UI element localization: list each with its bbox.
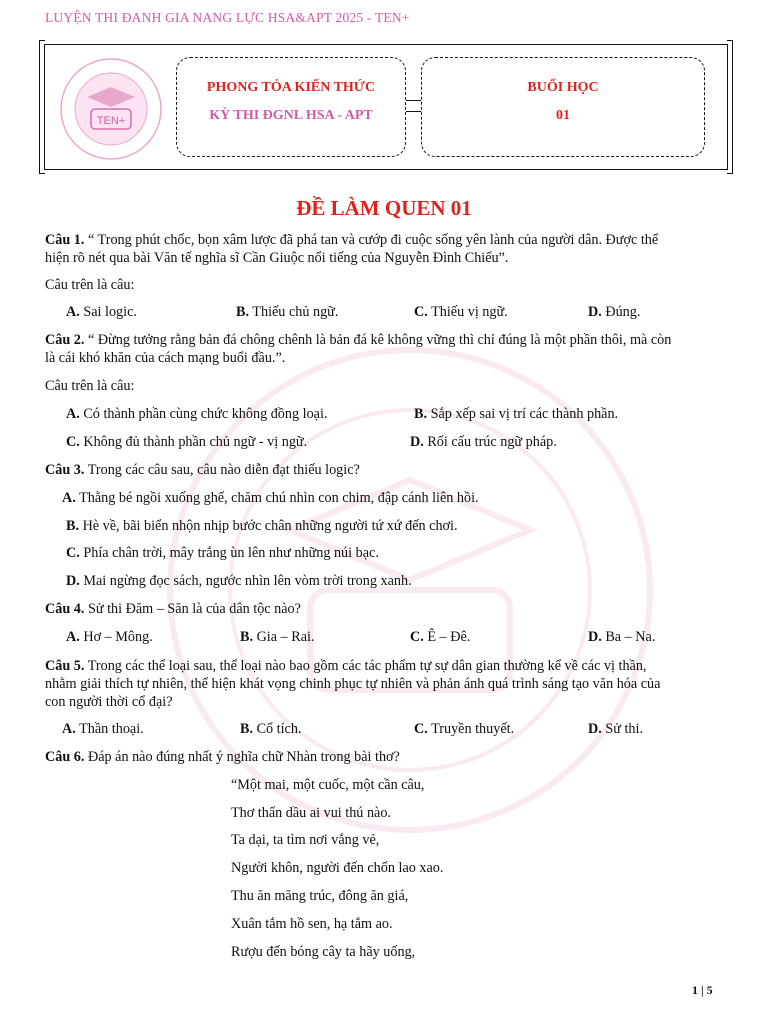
question-5 [45,658,646,675]
poem-line: “Một mai, một cuốc, một cần câu, [231,777,425,793]
question-6-line1: Đáp án nào đúng nhất ý nghĩa chữ Nhàn trong bài thơ? [84,749,400,765]
poem-line: Ta dại, ta tìm nơi vắng vẻ, [231,832,380,848]
q4-option-c: C. Ê – Đê. [410,629,471,645]
page-number: 1 | 5 [692,983,713,997]
logo-text: TEN+ [96,115,126,127]
question-6-label: Câu 6. [45,749,85,765]
question-4-label: Câu 4. [45,601,85,617]
banner-left-line1: PHONG TỎA KIẾN THỨC [206,80,376,95]
poem-line: Người khôn, người đến chốn lao xao. [231,860,444,876]
question-6 [45,749,400,766]
question-1-line1: “ Trong phút chốc, bọn xâm lược đã phá tan và cướp đi cuộc sống yên lành của người dân. Được thể [84,232,659,248]
question-2-line2: là cái khó khăn của cách mạng buổi đầu.”. [45,350,286,366]
question-2 [45,332,671,349]
question-5-line3: con người thời cổ đại? [45,694,173,710]
q2-option-d: D. Rối cấu trúc ngữ pháp. [410,434,557,450]
question-1-prompt: Câu trên là câu: [45,277,135,293]
q2-option-a: A. Có thành phần cùng chức không đồng loại. [66,406,328,422]
q5-option-d: D. Sử thi. [588,721,643,737]
document-title: ĐỀ LÀM QUEN 01 [296,196,472,220]
q3-option-b: B. Hè về, bãi biển nhộn nhịp bước chân những người tứ xứ đến chơi. [66,518,458,534]
q3-option-c: C. Phía chân trời, mây trắng ùn lên như những núi bạc. [66,545,379,561]
question-4-line1: Sử thi Đăm – Săn là của dân tộc nào? [84,601,301,617]
question-1-line2: hiện rõ nét qua bài Văn tế nghĩa sĩ Cần Giuộc nổi tiếng của Nguyễn Đình Chiểu”. [45,250,509,266]
banner-left-box [176,57,406,157]
q5-option-a: A. Thần thoại. [62,721,144,737]
question-1 [45,232,658,249]
q5-option-b: B. Cổ tích. [240,721,302,737]
banner-right-line1: BUỔI HỌC [527,80,599,95]
q1-option-d: D. Đúng. [588,304,641,320]
q4-option-d: D. Ba – Na. [588,629,656,645]
q1-option-a: A. Sai logic. [66,304,137,320]
question-2-line1: “ Đừng tưởng rằng bản đá chông chênh là bản đá kê không vững thì chỉ đúng là một phần thôi, mà còn [84,332,672,348]
question-4 [45,601,301,618]
header-banner [44,44,728,170]
banner-connector [406,100,421,112]
q2-option-b: B. Sắp xếp sai vị trí các thành phần. [414,406,619,422]
question-2-label: Câu 2. [45,332,85,348]
question-3-label: Câu 3. [45,462,85,478]
q4-option-a: A. Hơ – Mông. [66,629,153,645]
q1-option-c: C. Thiếu vị ngữ. [414,304,508,320]
poem-line: Xuân tắm hồ sen, hạ tắm ao. [231,916,393,932]
question-5-label: Câu 5. [45,658,85,674]
poem-line: Thơ thẩn dầu ai vui thú nào. [231,805,391,821]
q4-option-b: B. Gia – Rai. [240,629,315,645]
question-3-line1: Trong các câu sau, câu nào diễn đạt thiếu logic? [84,462,360,478]
banner-left-line2: KỲ THI ĐGNL HSA - APT [209,108,373,123]
poem-line: Thu ăn măng trúc, đông ăn giá, [231,888,409,904]
q1-option-b: B. Thiếu chủ ngữ. [236,304,339,320]
q5-option-c: C. Truyền thuyết. [414,721,515,737]
question-3 [45,462,360,479]
banner-right-box [421,57,705,157]
question-5-line2: nhằm giải thích tự nhiên, thể hiện khát vọng chinh phục tự nhiên và phản ánh quá trình sáng tạo văn hóa của [45,676,661,692]
top-header: LUYỆN THI ĐANH GIA NANG LỰC HSA&APT 2025 - TEN+ [45,10,410,25]
question-1-label: Câu 1. [45,232,85,248]
question-2-prompt: Câu trên là câu: [45,378,135,394]
q3-option-a: A. Thằng bé ngồi xuống ghế, chăm chú nhìn con chim, đập cánh liên hồi. [62,490,479,506]
poem-line: Rượu đến bóng cây ta hãy uống, [231,944,416,960]
question-5-line1: Trong các thể loại sau, thể loại nào bao gồm các tác phẩm tự sự dân gian thường kể về các vị thần, [84,658,647,674]
q3-option-d: D. Mai ngừng đọc sách, ngước nhìn lên vòm trời trong xanh. [66,573,412,589]
q2-option-c: C. Không đủ thành phần chủ ngữ - vị ngữ. [66,434,308,450]
ten-plus-logo [57,55,165,163]
banner-right-line2: 01 [556,108,570,123]
